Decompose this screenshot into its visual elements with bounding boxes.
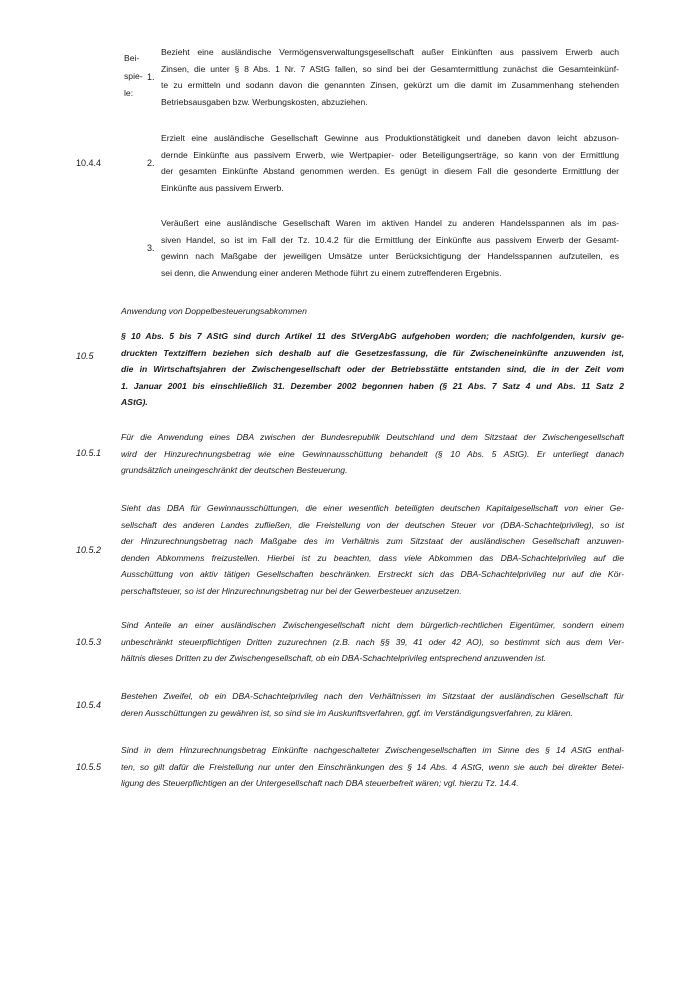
text-line: denden Abkommens freizustellen. Hierbei ist zu beachten, dass viele Abkommen das DBA-Schachtelprivileg auf die: [121, 552, 624, 563]
section-paragraph-10-5-5: [121, 742, 624, 792]
examples-label-line: spie-: [124, 70, 143, 81]
section-paragraph-10-5-3: [121, 617, 624, 667]
text-line: ten, so gilt dafür die Freistellung nur unter den Einschränkungen des § 14 Abs. 4 AStG, wenn sie auch bei direkter Betei-: [121, 761, 624, 772]
section-paragraph-10-5-1: [121, 429, 624, 479]
example-paragraph: [161, 215, 619, 281]
text-line: hältnis dieses Dritten zu der Zwischengesellschaft, ob ein DBA-Schachtelprivileg entsprechend anzuwenden ist.: [121, 653, 547, 664]
section-number-10-5-5: 10.5.5: [76, 762, 102, 772]
text-line: gewinn nach Maßgabe der jeweiligen Umsätze unter Berücksichtigung der Handelsspannen aufzuteilen, es: [161, 251, 619, 262]
text-line: dernde Einkünfte aus passivem Erwerb, wie Wertpapier- oder Beteiligungserträge, so kann von der Ermittlung: [161, 149, 619, 160]
section-number-10-5-4: 10.5.4: [76, 700, 102, 710]
section-paragraph-10-5-2: [121, 500, 624, 600]
examples-label-line: Bei-: [124, 53, 140, 63]
text-line: Bestehen Zweifel, ob ein DBA-Schachtelprivileg nach den Verhältnissen im Sitzstaat der ausländischen Gesellschaft für: [121, 691, 624, 701]
text-line: ligung des Steuerpflichtigen an der Untergesellschaft nach DBA steuerbefreit wären; vgl. hierzu Tz. 14.4.: [121, 778, 519, 789]
text-line: deren Ausschüttungen zu gewähren ist, so sind sie im Auskunftsverfahren, ggf. im Verständigungsverfahren, zu klären.: [121, 707, 573, 718]
text-line: Einkünfte aus passivem Erwerb.: [161, 182, 284, 193]
text-line: Sind in dem Hinzurechnungsbetrag Einkünfte nachgeschalteter Zwischengesellschaften im Sinne des § 14 AStG enthal-: [121, 745, 624, 755]
text-line: die in Wirtschaftsjahren der Zwischengesellschaft oder der Betriebsstätte entstanden sind, die in der Zeit vom: [121, 364, 624, 375]
section-number-10-5-2: 10.5.2: [76, 545, 102, 555]
section-heading: Anwendung von Doppelbesteuerungsabkommen: [121, 306, 307, 316]
section-number-10-5-3: 10.5.3: [76, 637, 102, 647]
text-line: Für die Anwendung eines DBA zwischen der Bundesrepublik Deutschland und dem Sitzstaat der Zwischengesellschaft: [121, 432, 624, 442]
text-line: 1. Januar 2001 bis einschließlich 31. Dezember 2002 begonnen haben (§ 21 Abs. 7 Satz 4 und Abs. 11 Satz 2: [121, 380, 624, 391]
text-line: Sieht das DBA für Gewinnausschüttungen, die einer wesentlich beteiligten deutschen Kapitalgesellschaft von einer Ge-: [121, 503, 624, 513]
text-line: Betriebsausgaben bzw. Werbungskosten, abzuziehen.: [161, 96, 368, 107]
text-line: grundsätzlich uneingeschränkt der deutschen Besteuerung.: [121, 465, 348, 476]
text-line: Bezieht eine ausländische Vermögensverwaltungsgesellschaft außer Einkünften aus passivem Erwerb auch: [161, 47, 619, 57]
section-paragraph-10-5: [121, 328, 624, 411]
section-paragraph-10-5-4: [121, 688, 624, 721]
section-number-10-5-1: 10.5.1: [76, 448, 102, 458]
section-number-10-4-4: 10.4.4: [76, 158, 102, 168]
text-line: der Hinzurechnungsbetrag nach Maßgabe des im Verhältnis zum Sitzstaat der ausländischen Gesellschaft anzuwen-: [121, 536, 624, 547]
text-line: druckten Textziffern beziehen sich deshalb auf die Gesetzesfassung, die für Zwischeneinkünfte anzuwenden ist,: [121, 347, 624, 358]
text-line: der gesamten Einkünfte Abstand genommen werden. Es genügt in diesem Fall die gesonderte Ermittlung der: [161, 166, 619, 177]
examples-label-line: le:: [124, 88, 134, 98]
text-line: perschaftsteuer, so ist der Hinzurechnungsbetrag nur bei der Gewerbesteuer anzusetzen.: [121, 585, 462, 596]
example-number: 1.: [147, 72, 155, 82]
text-line: unbeschränkt steuerpflichtigen Dritten zuzurechnen (z.B. nach §§ 39, 41 oder 42 AO), so bestimmt sich aus dem Ver-: [121, 636, 624, 647]
text-line: wird der Hinzurechnungsbetrag wie eine Gewinnausschüttung behandelt (§ 10 Abs. 5 AStG). Er unterliegt danach: [121, 448, 624, 459]
section-number-10-5: 10.5: [76, 351, 94, 361]
text-line: sei denn, die Anwendung einer anderen Methode führt zu einem zutreffenderen Ergebnis.: [161, 267, 502, 278]
text-line: te zu ermitteln und sodann davon die genannten Zinsen, gekürzt um die damit im Zusammenhang stehenden: [161, 80, 619, 91]
text-line: sellschaft des anderen Landes zufließen, die Freistellung von der deutschen Steuer vor (DBA-Schachtelprivileg), so ist: [121, 519, 624, 530]
text-line: § 10 Abs. 5 bis 7 AStG sind durch Artikel 11 des StVergAbG aufgehoben worden; die nachfolgenden, kursiv ge-: [121, 331, 624, 341]
text-line: AStG).: [121, 397, 148, 408]
text-line: Veräußert eine ausländische Gesellschaft Waren im aktiven Handel zu anderen Handelsspannen als im pas-: [161, 218, 619, 228]
text-line: Erzielt eine ausländische Gesellschaft Gewinne aus Produktionstätigkeit und daneben davon leicht abzuson-: [161, 133, 619, 143]
example-paragraph: [161, 130, 619, 196]
example-paragraph: [161, 44, 619, 110]
text-line: siven Handel, so ist im Fall der Tz. 10.4.2 für die Ermittlung der Einkünfte aus passivem Erwerb der Gesamt-: [161, 234, 619, 245]
example-number: 2.: [147, 158, 155, 168]
text-line: Sind Anteile an einer ausländischen Zwischengesellschaft nicht dem bürgerlich-rechtlichen Eigentümer, sondern einem: [121, 620, 624, 630]
text-line: Ausschüttung von aktiv tätigen Gesellschaften beschränken. Erstreckt sich das DBA-Schachtelprivileg nur auf die Kör-: [121, 569, 624, 580]
text-line: Zinsen, die unter § 8 Abs. 1 Nr. 7 AStG fallen, so sind bei der Gesamtermittlung zunächst die Gesamteinkünf-: [161, 63, 619, 74]
example-number: 3.: [147, 243, 155, 253]
